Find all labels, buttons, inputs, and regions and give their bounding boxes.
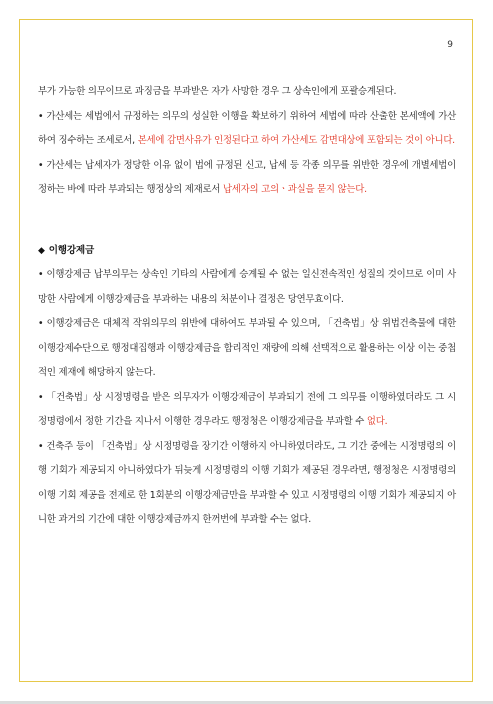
section-heading [38,239,456,264]
paragraph-additional-tax-sanction [38,154,456,203]
paragraph-text: • 가산세는 납세자가 정당한 이유 없이 법에 규정된 신고, 납세 등 각종 의무를 위반한 경우에 개별세법이 정하는 바에 따라 부과되는 행정상의 제재로서 [38,159,456,195]
paragraph-text: • 가산세는 세법에서 규정하는 의무의 성실한 이행을 확보하기 위하여 세법에 따라 산출한 본세액에 가산하여 징수하는 조세로서, [38,110,456,146]
highlighted-text: 납세자의 고의ㆍ과실을 묻지 않는다. [222,184,367,195]
paragraph-enforcement-fine-personal: • 이행강제금 납부의무는 상속인 기타의 사람에게 승계될 수 없는 일신전속적인 성질의 것이므로 이미 사망한 사람에게 이행강제금을 부과하는 내용의 처분이나 결정은 당연무효이다. [38,269,456,305]
highlighted-text: 본세에 감면사유가 인정된다고 하여 가산세도 감면대상에 포함되는 것이 아니다. [137,135,455,146]
paragraph-text: • 「건축법」상 시정명령을 받은 의무자가 이행강제금이 부과되기 전에 그 의무를 이행하였더라도 그 시정명령에서 정한 기간을 지나서 이행한 경우라도 행정청은 이행강제금을 부과할 수 [38,391,456,427]
paragraph-enforcement-fine-late-compliance [38,386,456,435]
paragraph-additional-tax-definition [38,105,456,154]
paragraph-penalty-succession: 부가 가능한 의무이므로 과징금을 부과받은 자가 사망한 경우 그 상속인에게 포괄승계된다. [38,86,397,97]
section-spacer [38,203,456,239]
document-body [38,80,456,533]
page-number: 9 [447,40,453,50]
section-heading-text: 이행강제금 [48,244,95,256]
diamond-icon: ◆ [38,245,45,256]
paragraph-enforcement-fine-single-charge: • 건축주 등이 「건축법」상 시정명령을 장기간 이행하지 아니하였더라도, 그 기간 중에는 시정명령의 이행 기회가 제공되지 아니하였다가 뒤늦게 시정명령의 이행 기회가 제공된 경우라면, 행정청은 시정명령의 이행 기회 제공을 전제로 한 1회분의 이행강제금만을 부과할 수 있고 시정명령의 이행 기회가 제공되지 아니한 과거의 기간에 대한 이행강제금까지 한꺼번에 부과할 수는 없다. [38,440,456,525]
highlighted-text: 없다. [366,416,388,427]
paragraph-enforcement-fine-substitutable: • 이행강제금은 대체적 작위의무의 위반에 대하여도 부과될 수 있으며, 「건축법」상 위법건축물에 대한 이행강제수단으로 행정대집행과 이행강제금을 합리적인 재량에 의해 선택적으로 활용하는 이상 이는 중첩적인 제재에 해당하지 않는다. [38,318,456,378]
